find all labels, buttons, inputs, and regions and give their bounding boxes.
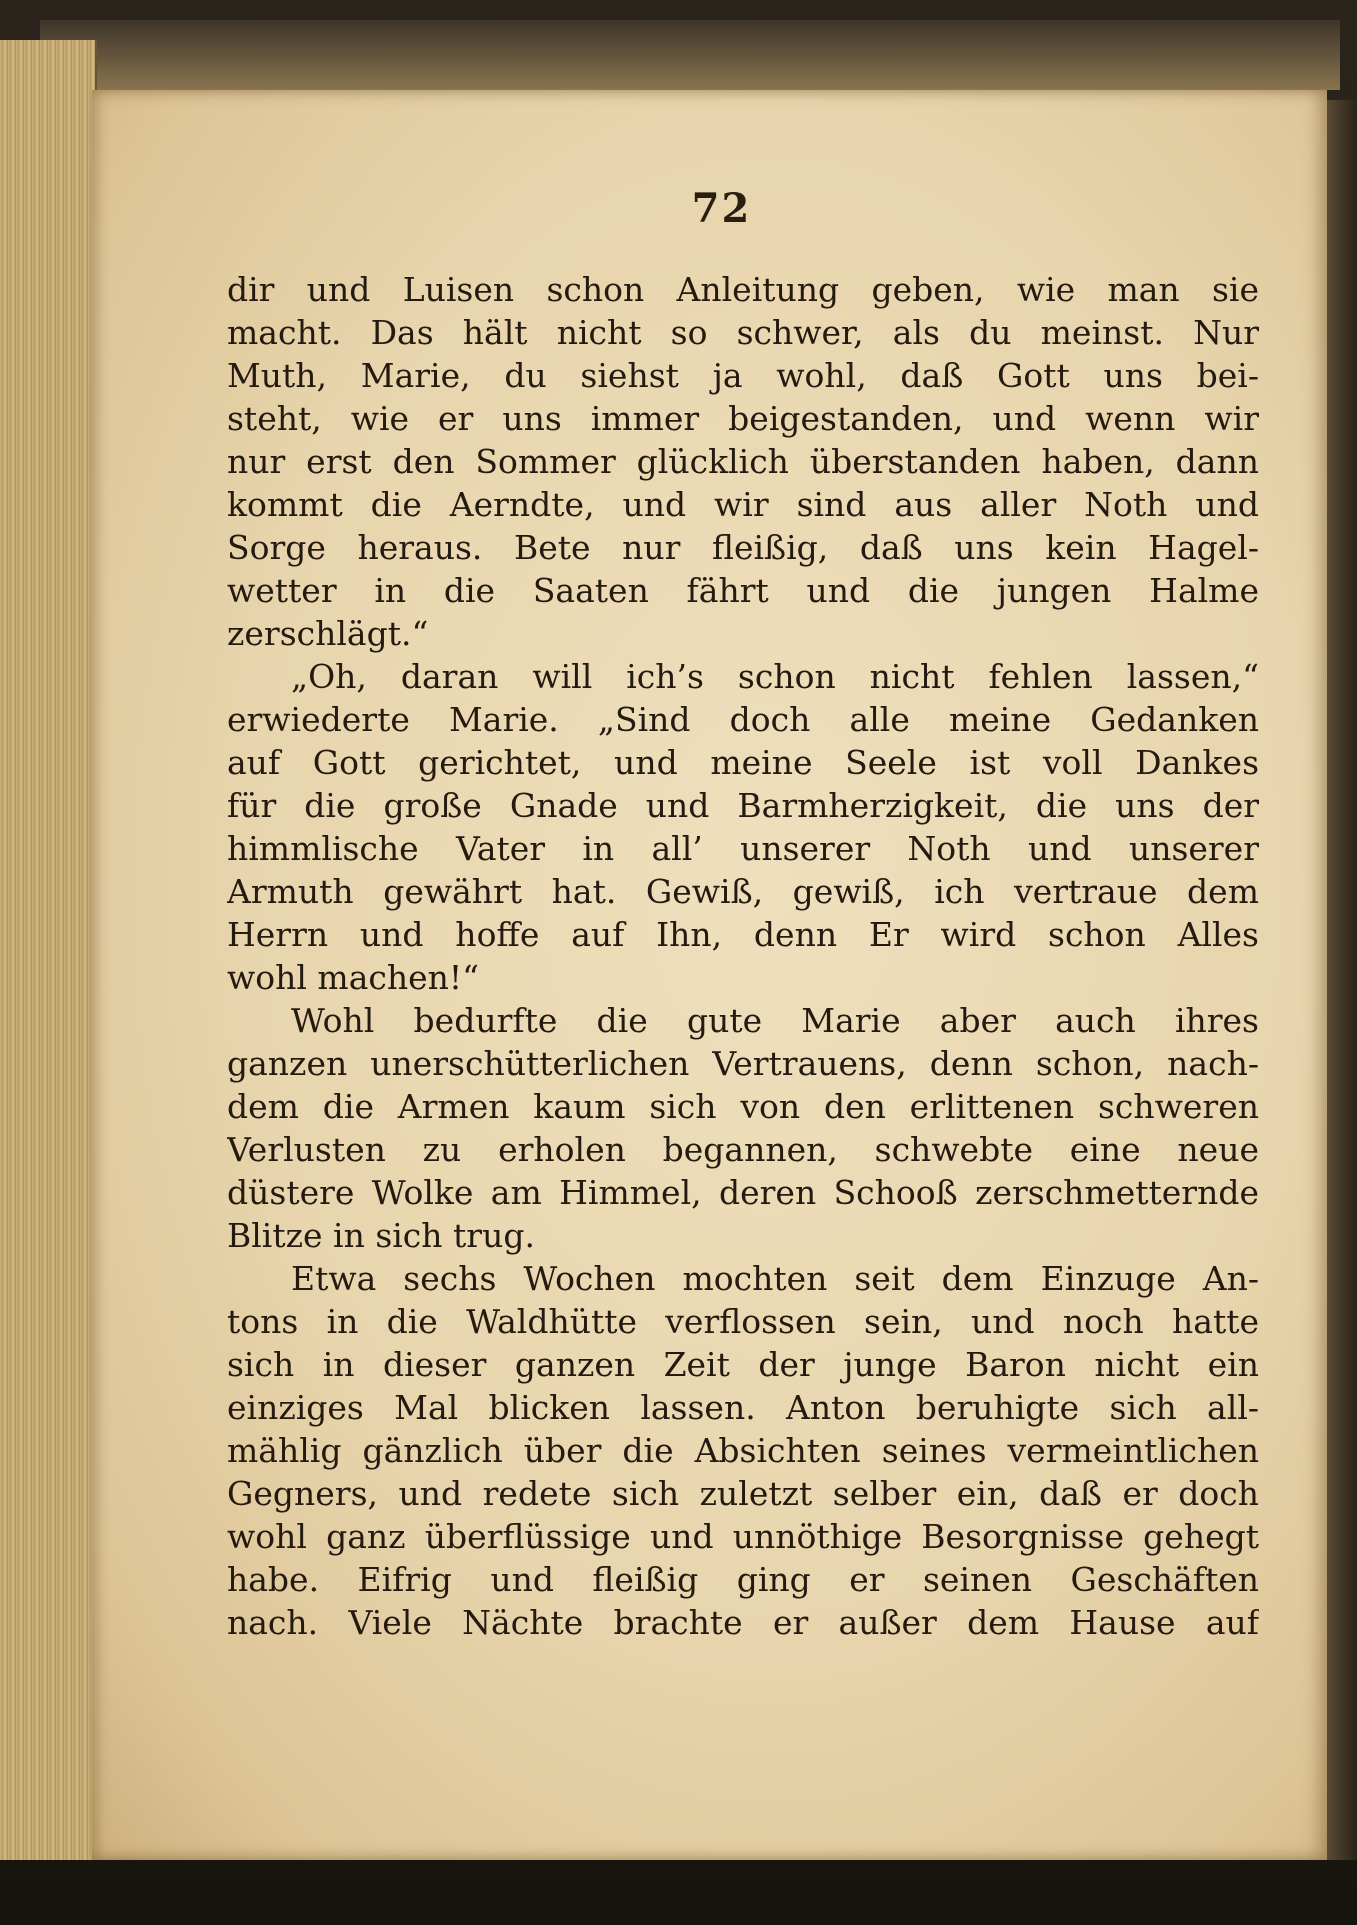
- text-line: Etwa sechs Wochen mochten seit dem Einzuge An-: [291, 1259, 1259, 1298]
- text-line: wohl machen!“: [227, 958, 480, 997]
- text-line: himmlische Vater in all’ unserer Noth und unserer: [227, 829, 1259, 868]
- page-text: [227, 268, 1259, 1644]
- page-number: 72: [691, 185, 752, 232]
- text-line: habe. Eifrig und fleißig ging er seinen Geschäften: [227, 1560, 1259, 1599]
- text-line: für die große Gnade und Barmherzigkeit, die uns der: [227, 786, 1259, 825]
- book-top-edge: [40, 20, 1340, 90]
- text-line: Verlusten zu erholen begannen, schwebte eine neue: [227, 1130, 1259, 1169]
- text-line: Blitze in sich trug.: [227, 1216, 535, 1255]
- text-line: steht, wie er uns immer beigestanden, und wenn wir: [227, 399, 1259, 438]
- book-gutter-shadow: [1327, 100, 1357, 1860]
- text-line: Wohl bedurfte die gute Marie aber auch ihres: [291, 1001, 1259, 1040]
- text-line: zerschlägt.“: [227, 614, 429, 653]
- text-line: dem die Armen kaum sich von den erlittenen schweren: [227, 1087, 1259, 1126]
- text-line: sich in dieser ganzen Zeit der junge Baron nicht ein: [227, 1345, 1259, 1384]
- text-line: dir und Luisen schon Anleitung geben, wie man sie: [227, 270, 1259, 309]
- text-line: Sorge heraus. Bete nur fleißig, daß uns kein Hagel-: [227, 528, 1259, 567]
- book-page: [92, 90, 1327, 1860]
- text-line: wetter in die Saaten fährt und die jungen Halme: [227, 571, 1259, 610]
- text-line: auf Gott gerichtet, und meine Seele ist voll Dankes: [227, 743, 1259, 782]
- text-line: tons in die Waldhütte verflossen sein, und noch hatte: [227, 1302, 1259, 1341]
- text-line: mählig gänzlich über die Absichten seines vermeintlichen: [227, 1431, 1259, 1470]
- text-line: Herrn und hoffe auf Ihn, denn Er wird schon Alles: [227, 915, 1259, 954]
- text-line: ganzen unerschütterlichen Vertrauens, denn schon, nach-: [227, 1044, 1259, 1083]
- text-line: Armuth gewährt hat. Gewiß, gewiß, ich vertraue dem: [227, 872, 1259, 911]
- text-line: nach. Viele Nächte brachte er außer dem Hause auf: [227, 1603, 1259, 1642]
- text-line: düstere Wolke am Himmel, deren Schooß zerschmetternde: [227, 1173, 1259, 1212]
- text-line: kommt die Aerndte, und wir sind aus aller Noth und: [227, 485, 1259, 524]
- text-line: Gegners, und redete sich zuletzt selber ein, daß er doch: [227, 1474, 1259, 1513]
- text-line: Muth, Marie, du siehst ja wohl, daß Gott uns bei-: [227, 356, 1259, 395]
- text-line: nur erst den Sommer glücklich überstanden haben, dann: [227, 442, 1259, 481]
- text-line: einziges Mal blicken lassen. Anton beruhigte sich all-: [227, 1388, 1259, 1427]
- text-line: „Oh, daran will ich’s schon nicht fehlen lassen,“: [291, 657, 1259, 696]
- text-line: erwiederte Marie. „Sind doch alle meine Gedanken: [227, 700, 1259, 739]
- text-line: wohl ganz überflüssige und unnöthige Besorgnisse gehegt: [227, 1517, 1259, 1556]
- text-line: macht. Das hält nicht so schwer, als du meinst. Nur: [227, 313, 1259, 352]
- book-page-edges: [0, 40, 97, 1860]
